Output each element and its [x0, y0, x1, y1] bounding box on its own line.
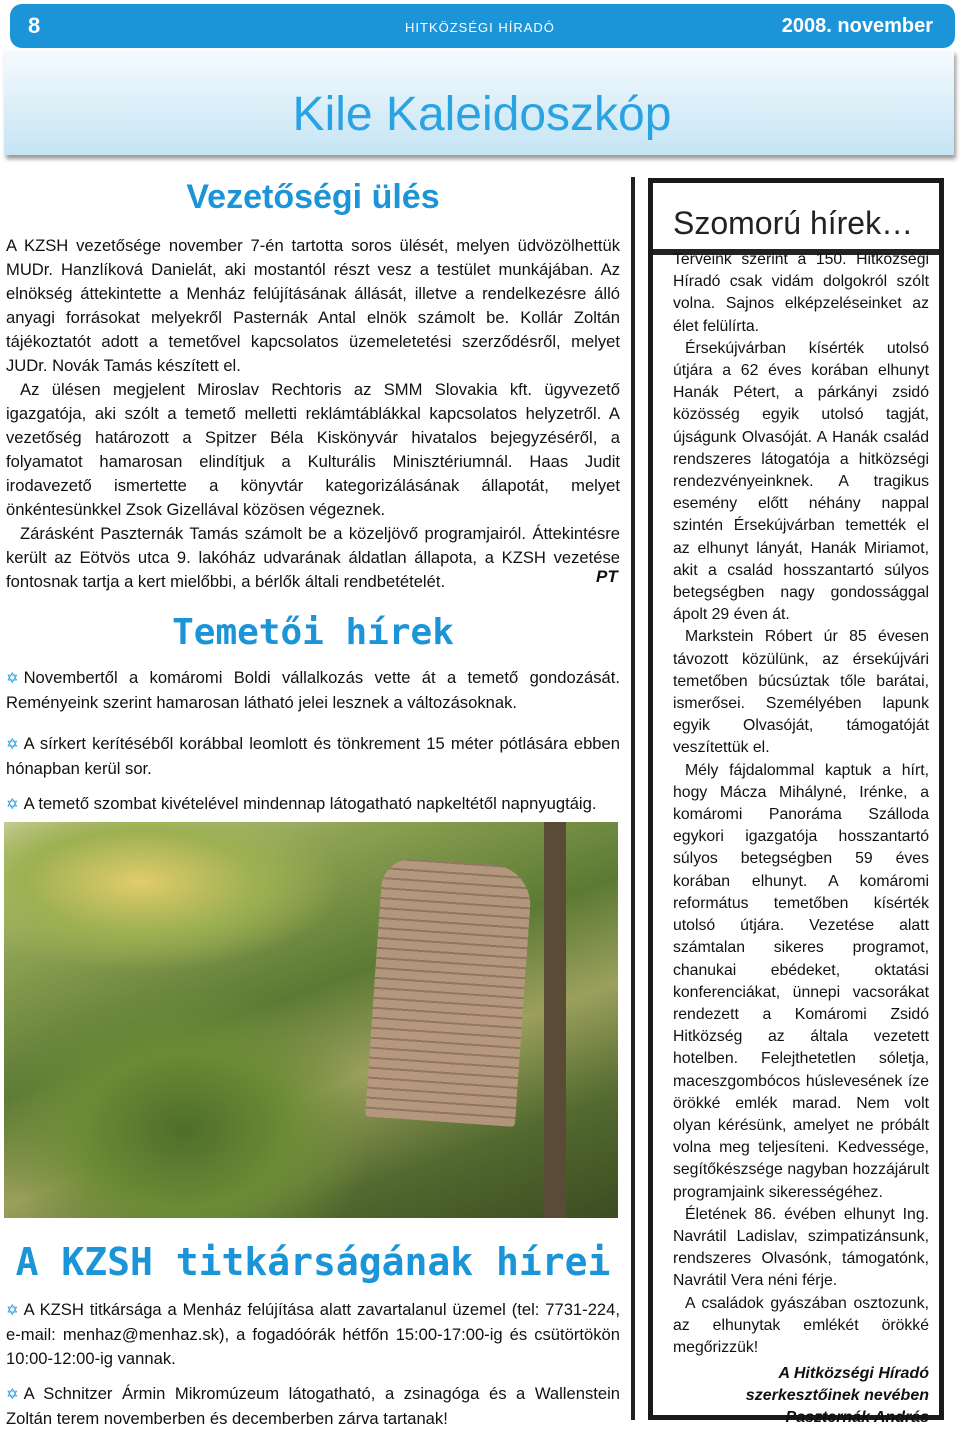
column-divider: [631, 177, 635, 1420]
section3-item-text: A Schnitzer Ármin Mikromúzeum látogatható, a zsinagóga és a Wallenstein Zoltán terem novemberben és decemberben zárva tartanak!: [6, 1384, 620, 1428]
banner-title: Kile Kaleidoszkóp: [292, 88, 672, 141]
brick-wall-ruin: [365, 857, 533, 1127]
cemetery-wall-photo: [4, 822, 618, 1218]
obituary-body: [673, 249, 929, 1429]
star-of-david-icon: ✡: [6, 1302, 19, 1319]
star-of-david-icon: ✡: [6, 736, 19, 753]
section1-paragraph: Zárásként Paszternák Tamás számolt be a közeljövő programjairól. Áttekintésre került az Eötvös utca 9. lakóház udvarának áldatlan állapota, a KZSH vezetése fontosnak tartja a kert mielőbbi, a bérlők általi rendbetételét.: [6, 524, 620, 591]
header-bar: [10, 4, 955, 48]
obituary-paragraph: Mély fájdalommal kaptuk a hírt, hogy Mácza Mihályné, Irénke, a komáromi Panoráma Szálloda egykori igazgatója hosszantartó súlyos betegségben 59 éves korában elhunyt. A komáromi református temetőben kísérték utolsó útjára. Vezetése alatt számtalan sikeres programot, chanukai ebédeket, oktatási konferenciákat, ünnepi vacsorákat rendezett a Komáromi Zsidó Hitközség az általa vezetett hotelben. Felejthetetlen sóletja, maceszgombócos húslevesének íze örökké emlék marad. Nem volt olyan kérésünk, amelyet ne próbált volna meg teljesíteni. Kedvessége, segítőkészsége nagyban hozzájárult programjaink sikerességéhez.: [673, 761, 929, 1201]
section2-item-text: Novembertől a komáromi Boldi vállalkozás vette át a temető gondozását. Reményeink szerint hamarosan látható jelei lesznek a változásoknak.: [6, 668, 620, 712]
star-of-david-icon: ✡: [6, 670, 19, 687]
section3-item: [6, 1382, 620, 1431]
tree-trunk: [544, 822, 566, 1218]
signature-line: Paszternák András: [785, 1409, 929, 1427]
page-number: 8: [28, 13, 41, 38]
star-of-david-icon: ✡: [6, 1386, 19, 1403]
issue-date: 2008. november: [781, 15, 933, 37]
star-of-david-icon: ✡: [6, 796, 19, 813]
section2-item-text: A temető szombat kivételével mindennap látogatható napkeltétől napnyugtáig.: [23, 794, 597, 813]
section1-signature: PT: [596, 567, 618, 586]
section-banner: [4, 50, 954, 155]
green-undergrowth: [4, 992, 364, 1218]
section3-item: [6, 1298, 620, 1371]
signature-line: szerkesztőinek nevében: [745, 1387, 929, 1405]
section2-item-text: A sírkert kerítéséből korábbal leomlott és tönkrement 15 méter pótlására ebben hónapban kerül sor.: [6, 734, 620, 778]
obituary-box: [648, 178, 944, 1427]
section2-item: [6, 792, 620, 817]
section1-body: [6, 234, 620, 594]
section1-title: Vezetőségi ülés: [186, 178, 440, 216]
section3-title: A KZSH titkárságának hírei: [15, 1240, 611, 1284]
signature-line: A Hitközségi Híradó: [778, 1365, 929, 1383]
section3-item-text: A KZSH titkársága a Menház felújítása alatt zavartalanul üzemel (tel: 7731-224, e-mail: menhaz@menhaz.sk), a fogadóórák hétfőn 15:00-17:00-ig és csütörtökön 10:00-12:00-ig vannak.: [6, 1300, 620, 1368]
section1-paragraph: A KZSH vezetősége november 7-én tartotta soros ülését, melyen üdvözölhettük MUDr. Hanzlíková Danielát, aki mostantól részt vesz a testület munkájában. Az elnökség áttekintette a Menház felújításának állását, illetve a rendelkezésre álló anyagi forrásokat melyekről Pasternák Antal elnök számolt be. Kollár Zoltán tájékoztatót adott a temetővel kapcsolatos üzemeletetési szerződésről, melyet JUDr. Novák Tamás készített el.: [6, 236, 620, 375]
obituary-title: Szomorú hírek…: [673, 205, 914, 241]
obituary-signature: [673, 1363, 929, 1429]
obituary-paragraph: Érsekújvárban kísérték utolsó útjára a 62 éves korában elhunyt Hanák Pétert, a párkányi zsidó közösség egyik utolsó tagját, újságunk Olvasóját. A Hanák család rendszeres látogatója a hitközségi rendezvényeinknek. A tragikus esemény előtt néhány nappal szintén Érsekújvárban temették el az elhunyt lányát, Hanák Miriamot, akit a család hosszantartó súlyos betegségben nagy gondossággal ápolt 29 éven át.: [673, 339, 929, 624]
section2-item: [6, 732, 620, 781]
obituary-paragraph: Terveink szerint a 150. Hitközségi Híradó csak vidám dolgokról szólt volna. Sajnos elképzeléseinket az élet felülírta.: [673, 251, 929, 335]
autumn-foliage: [4, 822, 344, 972]
obituary-paragraph: A családok gyászában osztozunk, az elhunytak emlékét örökké megőrizzük!: [673, 1294, 929, 1356]
section2-title: Temetői hírek: [172, 612, 454, 653]
obituary-paragraph: Életének 86. évében elhunyt Ing. Navrátil Ladislav, szimpatizánsunk, rendszeres Olvasónk, támogatónk, Navrátil Vera néni férje.: [673, 1205, 929, 1290]
section1-paragraph: Az ülésen megjelent Miroslav Rechtoris az SMM Slovakia kft. ügyvezető igazgatója, aki szólt a temető melletti reklámtáblákkal kapcsolatos helyzetről. A vezetőség határozott a Spitzer Béla Kiskönyvár hivatalos bejegyzéséről, a folyamatot hamarosan elindítjuk a Kulturális Minisztériumnál. Haas Judit irodavezető ismertette a könyvtár kategorizálásának állapotát, melyet önkéntesünkkel Zsok Gizellával közösen végeznek.: [6, 380, 620, 519]
magazine-name: HITKÖZSÉGI HÍRADÓ: [405, 20, 555, 35]
section2-item: [6, 666, 620, 715]
obituary-paragraph: Markstein Róbert úr 85 évesen távozott közülünk, az érsekújvári temetőben búcsúztak tőle barátai, ismerősei. Személyében lapunk egyik Olvasóját, támogatóját veszítettük el.: [673, 628, 929, 757]
